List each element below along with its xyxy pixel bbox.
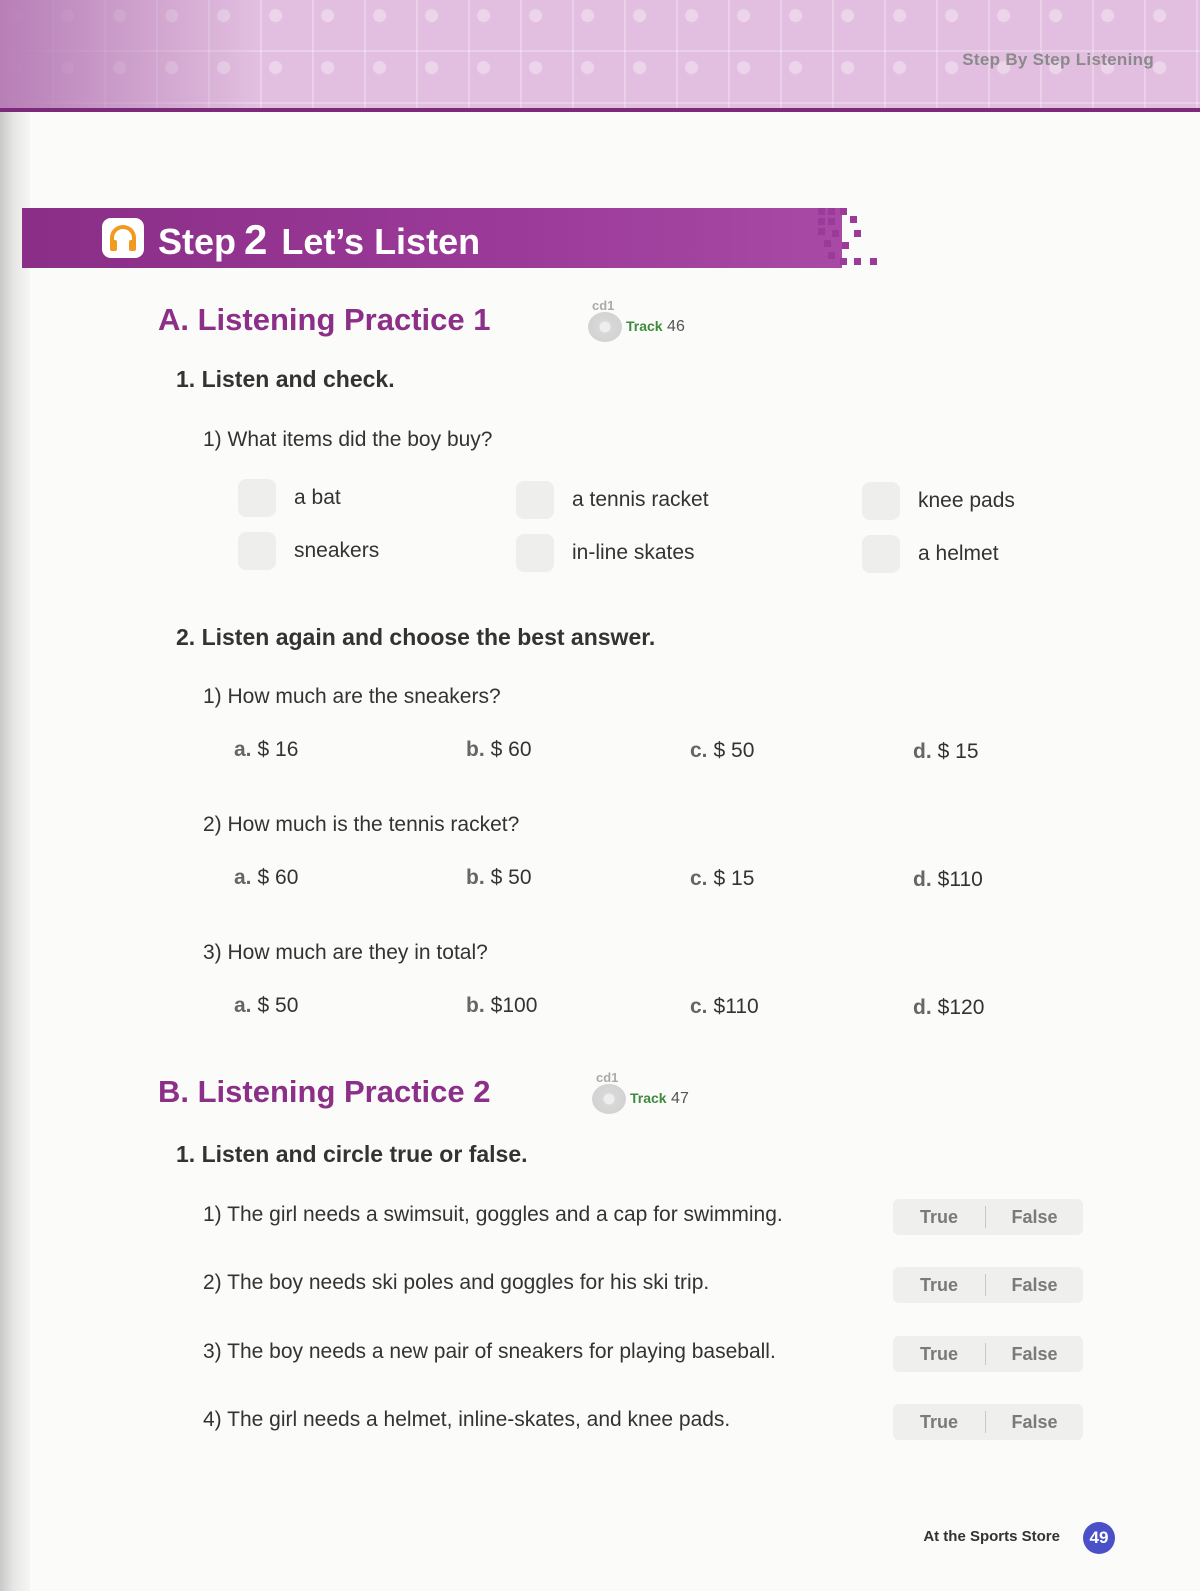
step-heading bbox=[158, 216, 480, 264]
option-a2-3-a[interactable]: a. $ 50 bbox=[234, 994, 299, 1017]
checkbox[interactable] bbox=[516, 481, 554, 519]
false-option[interactable]: False bbox=[1011, 1411, 1058, 1432]
step-banner bbox=[22, 208, 842, 268]
true-false-selector bbox=[893, 1267, 1083, 1303]
check-item-knee-pads[interactable]: knee pads bbox=[862, 482, 1015, 520]
true-false-row-1 bbox=[203, 1199, 1083, 1235]
checkbox[interactable] bbox=[238, 479, 276, 517]
true-option[interactable]: True bbox=[919, 1343, 958, 1364]
track-number: 47 bbox=[671, 1090, 689, 1108]
statement: 3) The boy needs a new pair of sneakers for playing baseball. bbox=[203, 1340, 776, 1363]
step-title: Let’s Listen bbox=[281, 221, 481, 262]
checkbox[interactable] bbox=[862, 535, 900, 573]
cd-icon: cd1 bbox=[592, 1084, 626, 1114]
chapter-title: At the Sports Store bbox=[923, 1528, 1060, 1545]
check-item-helmet[interactable]: a helmet bbox=[862, 535, 999, 573]
series-title: Step By Step Listening bbox=[962, 50, 1154, 69]
statement: 2) The boy needs ski poles and goggles for his ski trip. bbox=[203, 1271, 710, 1294]
page-header bbox=[0, 0, 1200, 112]
option-a2-3-b[interactable]: b. $100 bbox=[466, 994, 538, 1017]
true-false-row-4 bbox=[203, 1404, 1083, 1440]
question-a2-2: 2) How much is the tennis racket? bbox=[203, 813, 520, 836]
option-a2-2-b[interactable]: b. $ 50 bbox=[466, 866, 532, 889]
check-item-sneakers[interactable]: sneakers bbox=[238, 532, 379, 570]
true-false-selector bbox=[893, 1199, 1083, 1235]
section-b-title: B. Listening Practice 2 bbox=[158, 1074, 491, 1109]
checkbox[interactable] bbox=[862, 482, 900, 520]
option-a2-3-c[interactable]: c. $110 bbox=[690, 995, 759, 1018]
option-a2-1-b[interactable]: b. $ 60 bbox=[466, 738, 532, 761]
option-a2-2-d[interactable]: d. $110 bbox=[913, 868, 983, 891]
instruction-b1: 1. Listen and circle true or false. bbox=[176, 1141, 528, 1167]
true-false-selector bbox=[893, 1336, 1083, 1372]
checkbox[interactable] bbox=[238, 532, 276, 570]
statement: 4) The girl needs a helmet, inline-skates, and knee pads. bbox=[203, 1408, 731, 1431]
true-false-selector bbox=[893, 1404, 1083, 1440]
false-option[interactable]: False bbox=[1011, 1206, 1058, 1227]
track-number: 46 bbox=[667, 318, 685, 336]
track-47-badge: cd1 Track 47 bbox=[592, 1084, 689, 1114]
option-a2-2-c[interactable]: c. $ 15 bbox=[690, 867, 755, 890]
instruction-a2: 2. Listen again and choose the best answer. bbox=[176, 624, 656, 650]
false-option[interactable]: False bbox=[1011, 1343, 1058, 1364]
statement: 1) The girl needs a swimsuit, goggles and a cap for swimming. bbox=[203, 1203, 783, 1226]
true-false-row-2 bbox=[203, 1267, 1083, 1303]
check-item-inline-skates[interactable]: in-line skates bbox=[516, 534, 695, 572]
question-a1: 1) What items did the boy buy? bbox=[203, 428, 493, 451]
question-a2-3: 3) How much are they in total? bbox=[203, 941, 488, 964]
true-option[interactable]: True bbox=[919, 1274, 958, 1295]
check-item-bat[interactable]: a bat bbox=[238, 479, 341, 517]
page-number: 49 bbox=[1083, 1522, 1115, 1554]
step-number: 2 bbox=[244, 216, 268, 263]
option-a2-1-a[interactable]: a. $ 16 bbox=[234, 738, 299, 761]
option-a2-2-a[interactable]: a. $ 60 bbox=[234, 866, 299, 889]
question-a2-1: 1) How much are the sneakers? bbox=[203, 685, 501, 708]
true-option[interactable]: True bbox=[919, 1206, 958, 1227]
cd-icon: cd1 bbox=[588, 312, 622, 342]
option-a2-3-d[interactable]: d. $120 bbox=[913, 996, 985, 1019]
false-option[interactable]: False bbox=[1011, 1274, 1058, 1295]
checkbox[interactable] bbox=[516, 534, 554, 572]
true-false-row-3 bbox=[203, 1336, 1083, 1372]
instruction-a1: 1. Listen and check. bbox=[176, 366, 395, 392]
option-a2-1-c[interactable]: c. $ 50 bbox=[690, 739, 755, 762]
step-word: Step bbox=[158, 221, 237, 262]
true-option[interactable]: True bbox=[919, 1411, 958, 1432]
headphones-icon bbox=[102, 218, 144, 258]
option-a2-1-d[interactable]: d. $ 15 bbox=[913, 740, 979, 763]
track-46-badge: cd1 Track 46 bbox=[588, 312, 685, 342]
check-item-tennis-racket[interactable]: a tennis racket bbox=[516, 481, 709, 519]
section-a-title: A. Listening Practice 1 bbox=[158, 302, 491, 337]
